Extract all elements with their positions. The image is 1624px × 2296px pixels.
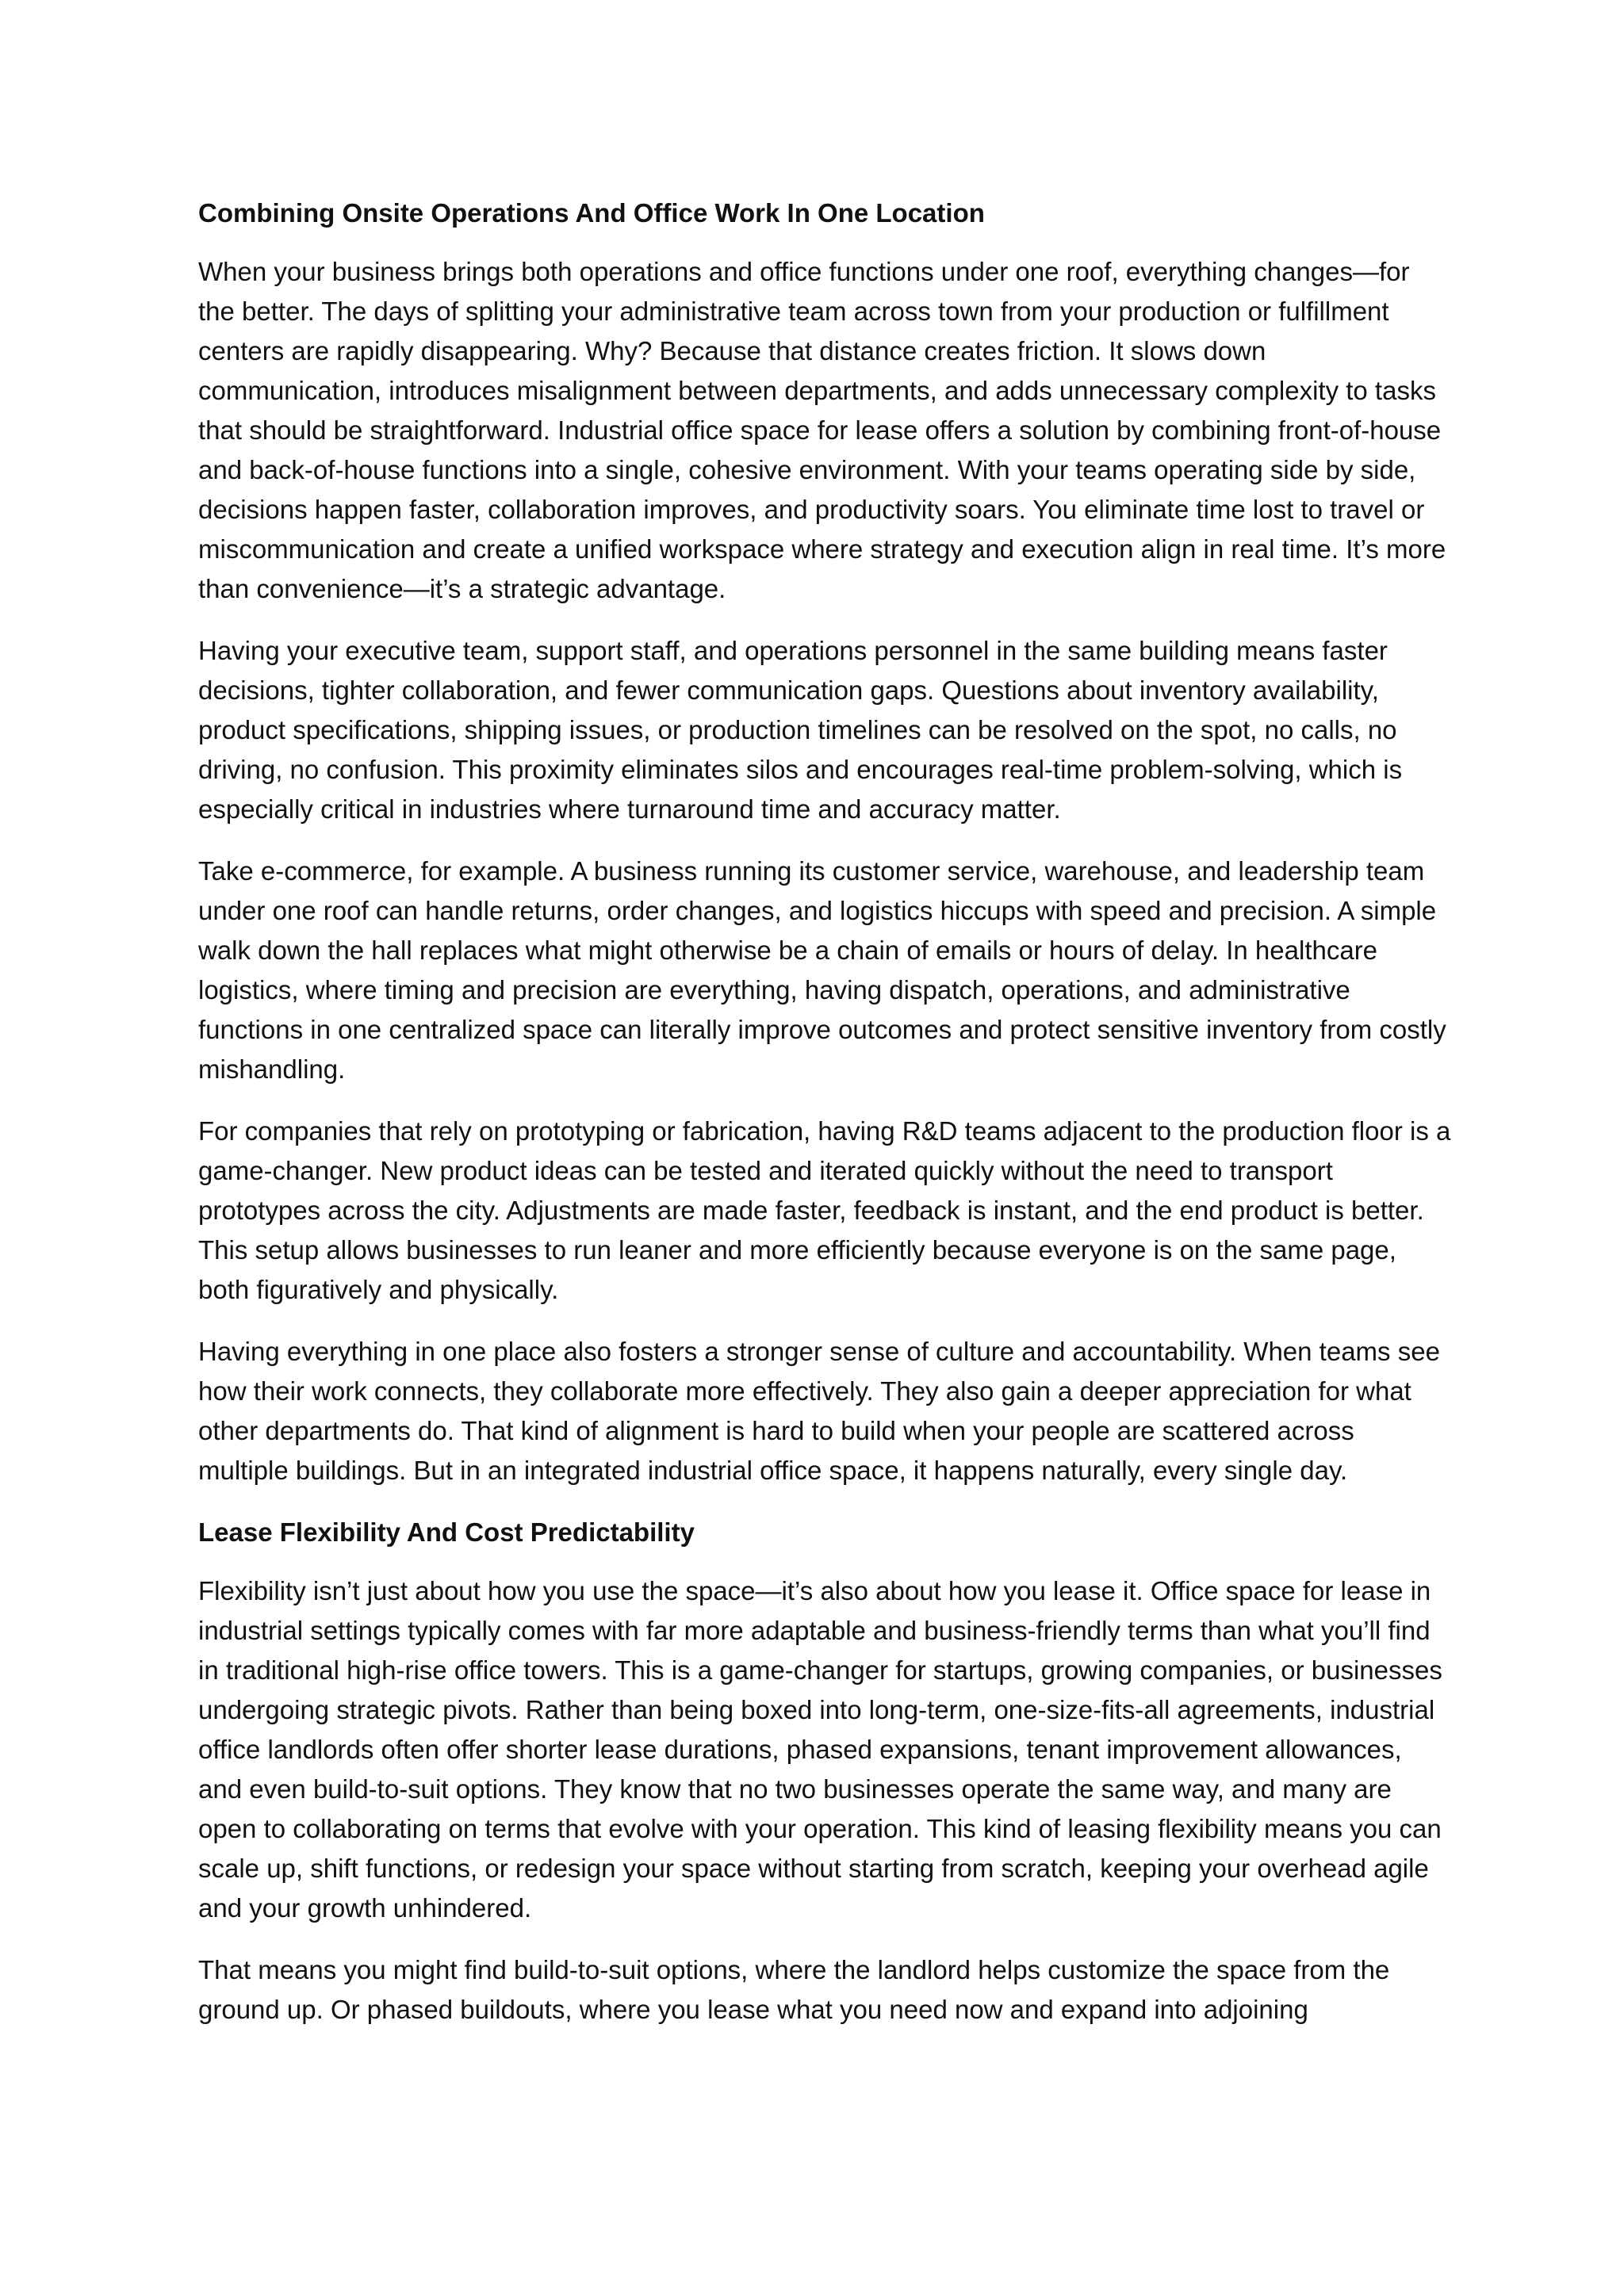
body-paragraph: Flexibility isn’t just about how you use the space—it’s also about how you lease it. Office space for lease in industrial settings typically comes with far more adaptable and business-friendly terms than what you’ll find in traditional high-rise office towers. This is a game-changer for startups, growing companies, or businesses undergoing strategic pivots. Rather than being boxed into long-term, one-size-fits-all agreements, industrial office landlords often offer shorter lease durations, phased expansions, tenant improvement allowances, and even build-to-suit options. They know that no two businesses operate the same way, and many are open to collaborating on terms that evolve with your operation. This kind of leasing flexibility means you can scale up, shift functions, or redesign your space without starting from scratch, keeping your overhead agile and your growth unhindered. — [198, 1576, 1442, 1923]
body-paragraph: That means you might find build-to-suit options, where the landlord helps customize the space from the ground up. Or phased buildouts, where you lease what you need now and expand into adjoining — [198, 1955, 1390, 2024]
body-paragraph: When your business brings both operations and office functions under one roof, everything changes—for the better. The days of splitting your administrative team across town from your production or fulfillment centers are rapidly disappearing. Why? Because that distance creates friction. It slows down communication, introduces misalignment between departments, and adds unnecessary complexity to tasks that should be straightforward. Industrial office space for lease offers a solution by combining front-of-house and back-of-house functions into a single, cohesive environment. With your teams operating side by side, decisions happen faster, collaboration improves, and productivity soars. You eliminate time lost to travel or miscommunication and create a unified workspace where strategy and execution align in real time. It’s more than convenience—it’s a strategic advantage. — [198, 257, 1446, 603]
body-paragraph: Having everything in one place also fosters a stronger sense of culture and accountability. When teams see how their work connects, they collaborate more effectively. They also gain a deeper appreciation for what other departments do. That kind of alignment is hard to build when your people are scattered across multiple buildings. But in an integrated industrial office space, it happens naturally, every single day. — [198, 1337, 1440, 1485]
document-page — [198, 193, 1451, 2052]
section-heading: Lease Flexibility And Cost Predictability — [198, 1517, 695, 1547]
section-heading: Combining Onsite Operations And Office Work In One Location — [198, 198, 985, 228]
body-paragraph: Take e-commerce, for example. A business running its customer service, warehouse, and leadership team under one roof can handle returns, order changes, and logistics hiccups with speed and precision. A simple walk down the hall replaces what might otherwise be a chain of emails or hours of delay. In healthcare logistics, where timing and precision are everything, having dispatch, operations, and administrative functions in one centralized space can literally improve outcomes and protect sensitive inventory from costly mishandling. — [198, 856, 1446, 1084]
body-paragraph: For companies that rely on prototyping or fabrication, having R&D teams adjacent to the production floor is a game-changer. New product ideas can be tested and iterated quickly without the need to transport prototypes across the city. Adjustments are made faster, feedback is instant, and the end product is better. This setup allows businesses to run leaner and more efficiently because everyone is on the same page, both figuratively and physically. — [198, 1116, 1451, 1304]
body-paragraph: Having your executive team, support staff, and operations personnel in the same building means faster decisions, tighter collaboration, and fewer communication gaps. Questions about inventory availability, product specifications, shipping issues, or production timelines can be resolved on the spot, no calls, no driving, no confusion. This proximity eliminates silos and encourages real-time problem-solving, which is especially critical in industries where turnaround time and accuracy matter. — [198, 636, 1403, 824]
